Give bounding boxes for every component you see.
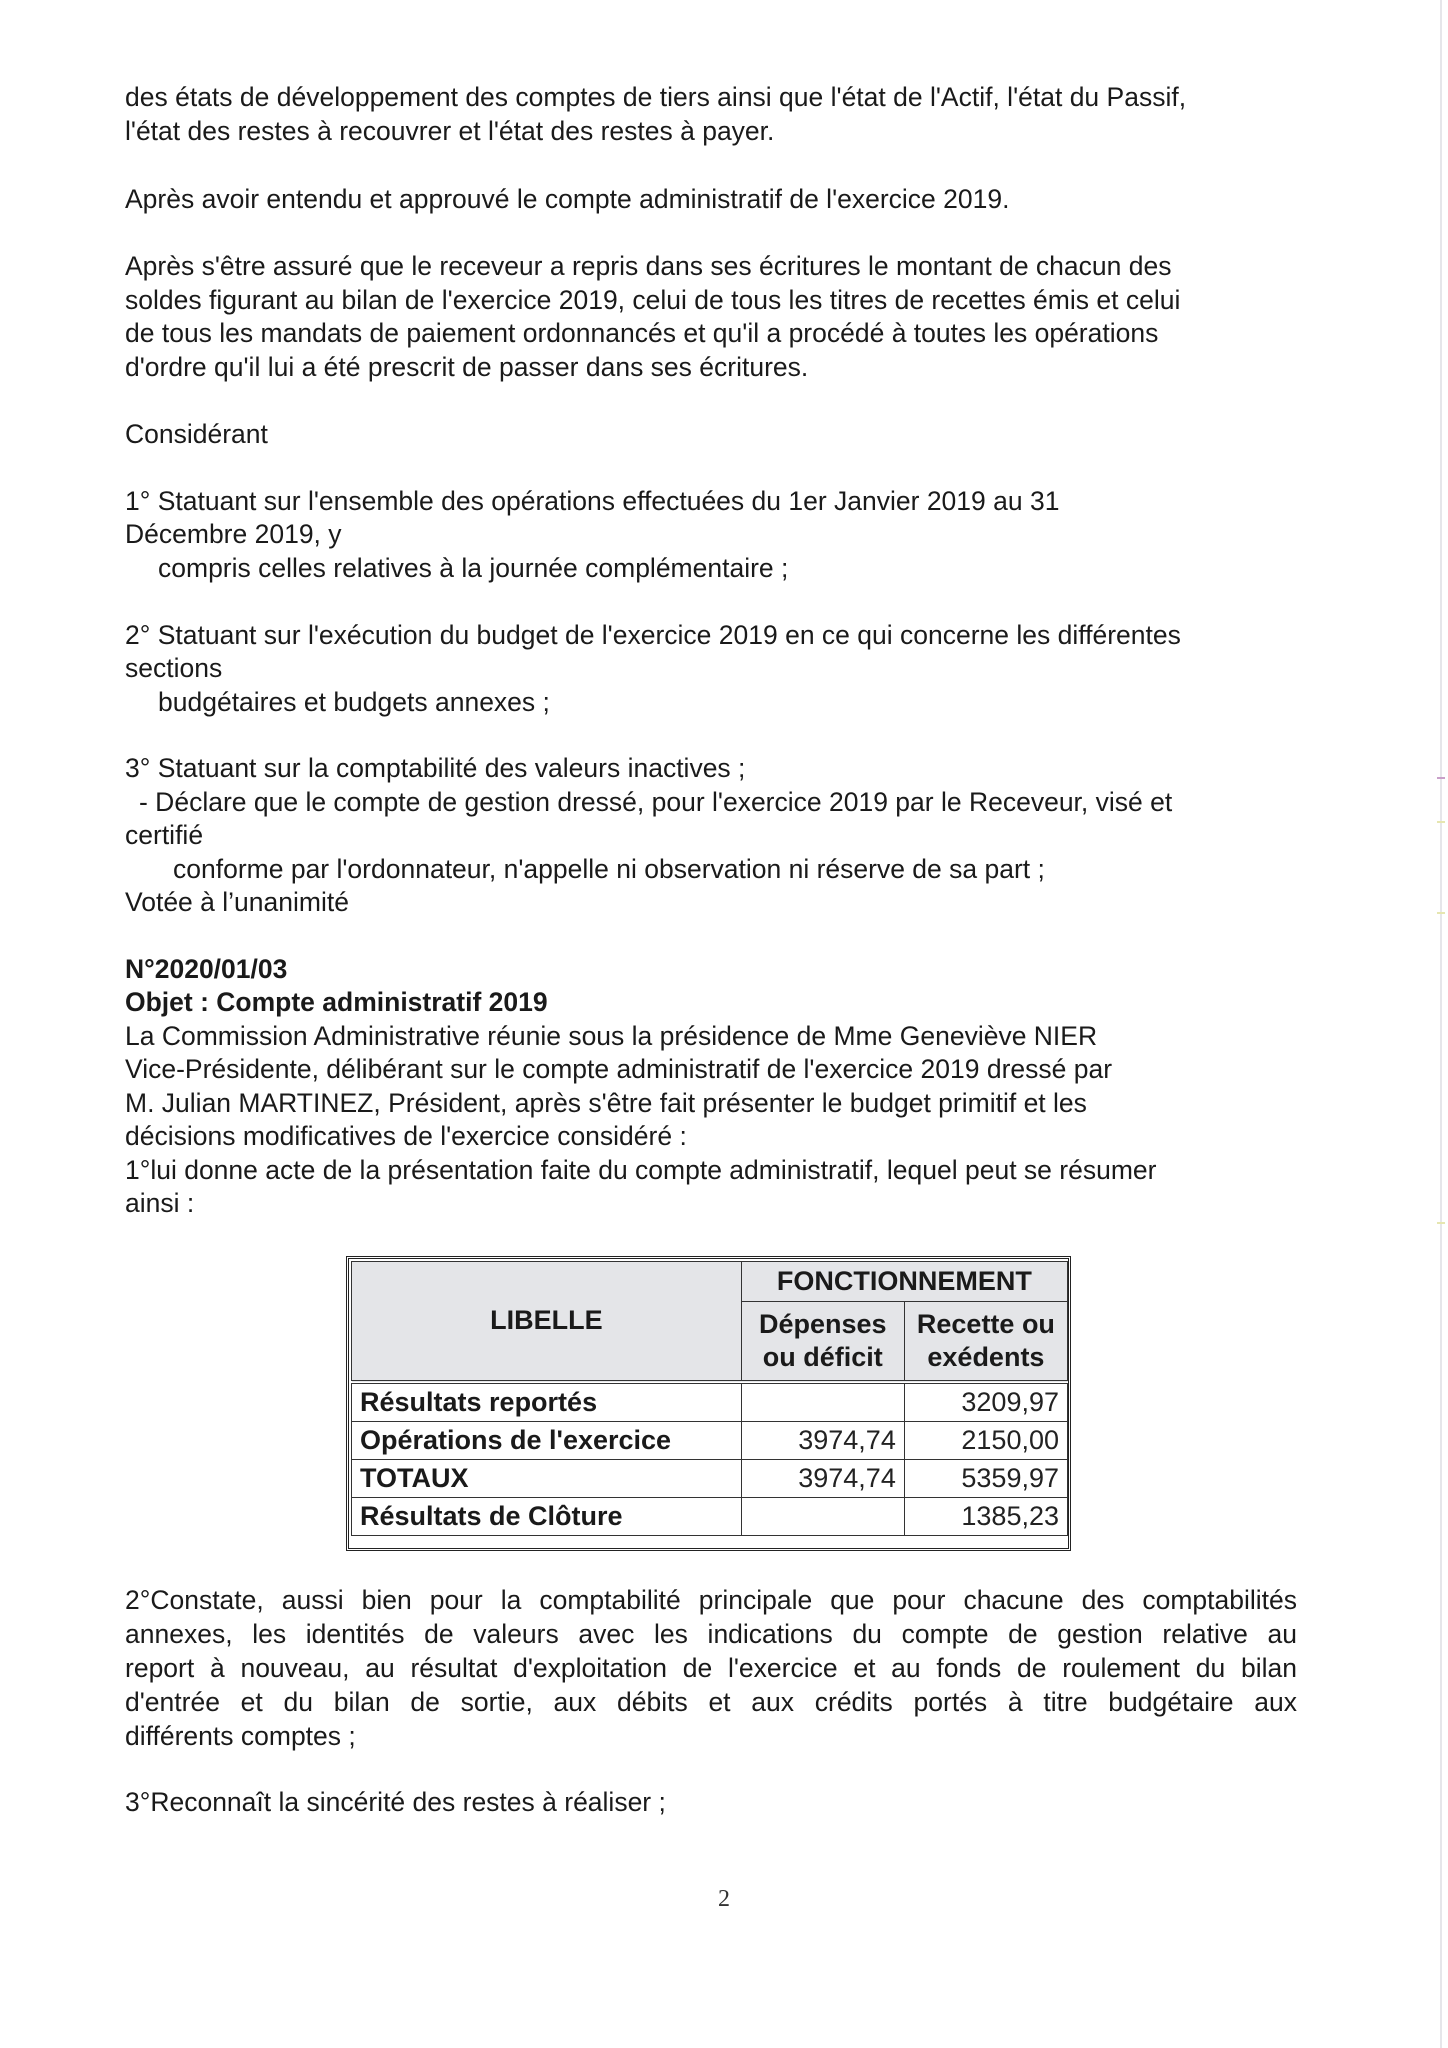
row-label: Résultats de Clôture [352,1497,742,1535]
paragraph-line: 2°Constate, aussi bien pour la comptabilité principale que pour chacune des comptabilités [125,1585,1297,1615]
item-line: compris celles relatives à la journée complémentaire ; [158,553,789,583]
item-line: budgétaires et budgets annexes ; [158,687,550,717]
deliberation-number: N°2020/01/03 [125,954,288,984]
row-label: Opérations de l'exercice [352,1421,742,1459]
paragraph-line: soldes figurant au bilan de l'exercice 2019, celui de tous les titres de recettes émis et celui [125,285,1181,315]
row-recettes: 1385,23 [904,1497,1067,1535]
header-depenses [741,1302,904,1382]
paragraph-line: report à nouveau, au résultat d'exploitation de l'exercice et au fonds de roulement du bilan [125,1653,1297,1683]
header-recettes [904,1302,1067,1382]
item-line: certifié [125,820,204,850]
row-label: Résultats reportés [352,1382,742,1422]
row-recettes: 5359,97 [904,1459,1067,1497]
row-recettes: 2150,00 [904,1421,1067,1459]
scan-mark [1437,777,1445,779]
row-label: TOTAUX [352,1459,742,1497]
table-row [352,1497,1068,1535]
paragraph-line: l'état des restes à recouvrer et l'état des restes à payer. [125,116,775,146]
page-number: 2 [718,1886,730,1912]
paragraph-line: d'entrée et du bilan de sortie, aux débits et aux crédits portés à titre budgétaire aux [125,1687,1297,1717]
paragraph-line: des états de développement des comptes de tiers ainsi que l'état de l'Actif, l'état du Passif, [125,82,1187,112]
paragraph-line: annexes, les identités de valeurs avec les indications du compte de gestion relative au [125,1619,1297,1649]
item-line: - Déclare que le compte de gestion dressé, pour l'exercice 2019 par le Receveur, visé et [139,787,1173,817]
header-recettes-line1: Recette ou [916,1308,1055,1339]
item-line: 1° Statuant sur l'ensemble des opérations effectuées du 1er Janvier 2019 au 31 [125,486,1060,516]
header-libelle: LIBELLE [352,1262,742,1382]
deliberation-line: Vice-Présidente, délibérant sur le compte administratif de l'exercice 2019 dressé par [125,1054,1113,1084]
reconnait-line: 3°Reconnaît la sincérité des restes à réaliser ; [125,1787,666,1817]
considerant-heading: Considérant [125,419,268,449]
row-depenses: 3974,74 [741,1421,904,1459]
item-line: conforme par l'ordonnateur, n'appelle ni observation ni réserve de sa part ; [173,854,1045,884]
scan-edge-line [1440,0,1442,2048]
header-recettes-line2: exédents [927,1341,1045,1372]
header-fonctionnement: FONCTIONNEMENT [741,1262,1067,1302]
item-line: sections [125,653,223,683]
scan-mark [1437,1222,1445,1224]
constate-paragraph [125,1583,1297,1753]
scan-mark [1437,821,1445,823]
deliberation-line: M. Julian MARTINEZ, Président, après s'être fait présenter le budget primitif et les [125,1088,1087,1118]
deliberation-line: ainsi : [125,1188,195,1218]
scan-mark [1437,912,1445,914]
deliberation-object: Objet : Compte administratif 2019 [125,987,548,1017]
paragraph-line: Après s'être assuré que le receveur a repris dans ses écritures le montant de chacun des [125,251,1172,281]
item-line: 2° Statuant sur l'exécution du budget de l'exercice 2019 en ce qui concerne les différentes [125,620,1181,650]
table-row [352,1421,1068,1459]
compte-administratif-table [346,1256,1071,1551]
row-depenses: 3974,74 [741,1459,904,1497]
paragraph-line: d'ordre qu'il lui a été prescrit de passer dans ses écritures. [125,352,809,382]
paragraph-line: de tous les mandats de paiement ordonnancés et qu'il a procédé à toutes les opérations [125,318,1159,348]
deliberation-line: 1°lui donne acte de la présentation faite du compte administratif, lequel peut se résumer [125,1155,1157,1185]
row-recettes: 3209,97 [904,1382,1067,1422]
row-depenses [741,1382,904,1422]
item-line: 3° Statuant sur la comptabilité des valeurs inactives ; [125,753,746,783]
row-depenses [741,1497,904,1535]
header-depenses-line1: Dépenses [758,1308,887,1339]
paragraph-line: différents comptes ; [125,1721,356,1751]
paragraph-line: Après avoir entendu et approuvé le compte administratif de l'exercice 2019. [125,184,1010,214]
header-depenses-line2: ou déficit [762,1341,883,1372]
item-line: Décembre 2019, y [125,519,342,549]
deliberation-line: décisions modificatives de l'exercice considéré : [125,1121,687,1151]
deliberation-line: La Commission Administrative réunie sous la présidence de Mme Geneviève NIER [125,1021,1098,1051]
table-row [352,1382,1068,1422]
vote-line: Votée à l’unanimité [125,887,349,917]
table-row [352,1459,1068,1497]
